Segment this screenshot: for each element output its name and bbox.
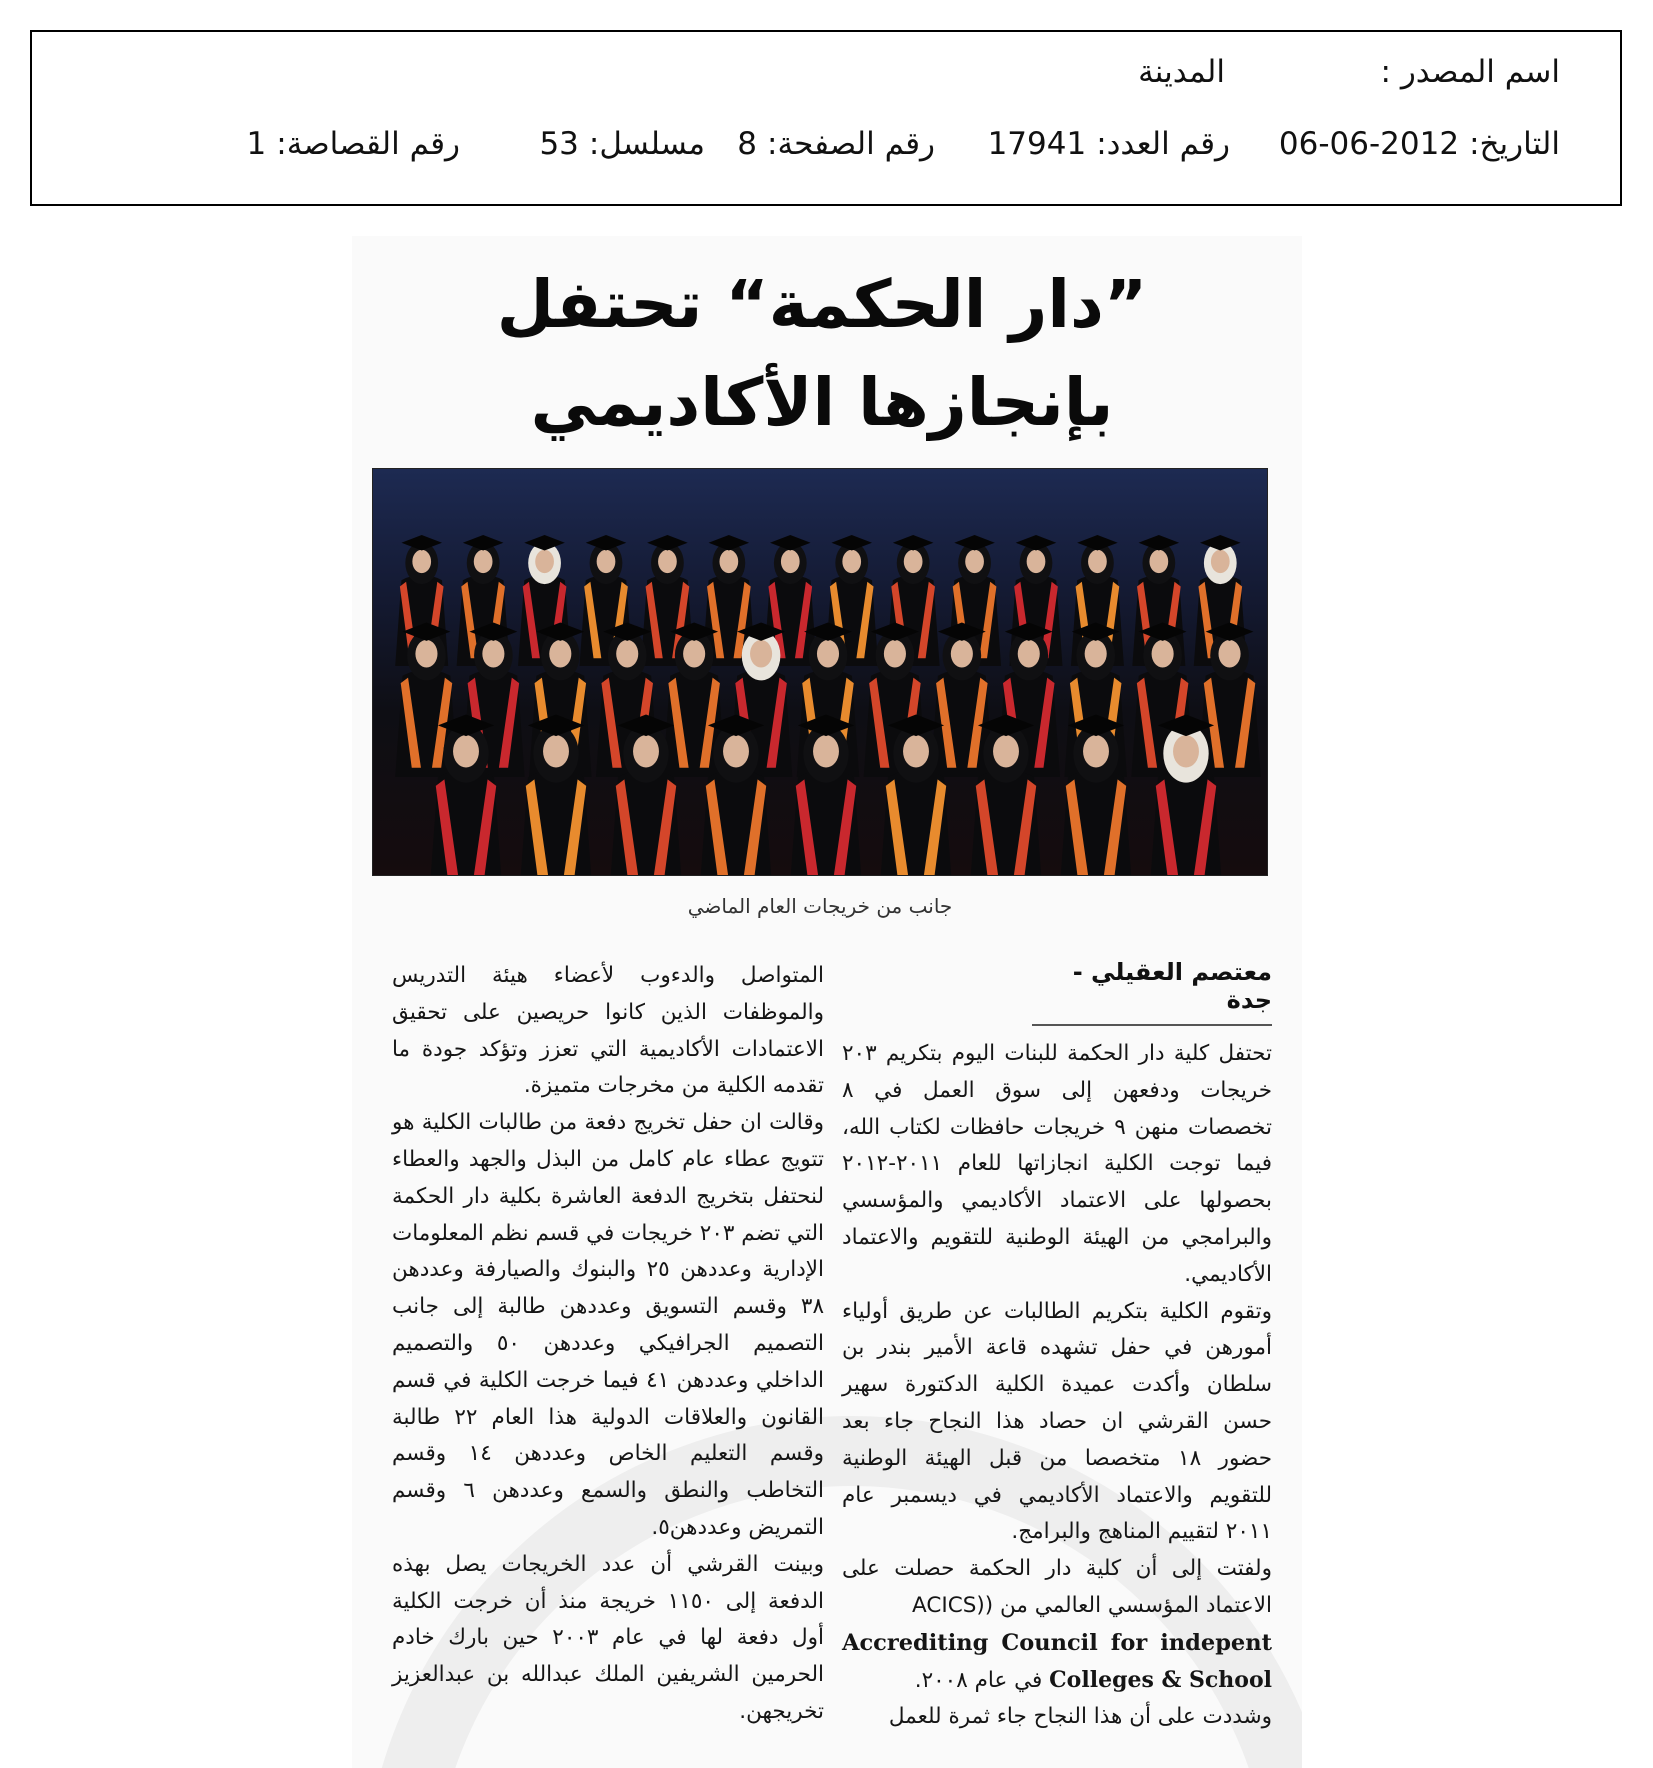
page-value: 8 bbox=[737, 126, 758, 162]
clip-number-field bbox=[247, 126, 460, 162]
metadata-row-details bbox=[92, 126, 1560, 170]
graduates-photo-illustration bbox=[372, 469, 1267, 876]
article-column-right bbox=[842, 1036, 1272, 1736]
source-value: المدينة bbox=[1138, 54, 1225, 90]
headline-line-1: ”دار الحكمة“ تحتفل بإنجازها الأكاديمي bbox=[496, 266, 1148, 441]
graduates-photo bbox=[372, 468, 1268, 876]
paragraph: ولفتت إلى أن كلية دار الحكمة حصلت على الاعتماد المؤسسي العالمي من ((ACICS bbox=[842, 1556, 1272, 1618]
article-column-left bbox=[392, 958, 824, 1731]
english-text: Colleges & School bbox=[1049, 1666, 1272, 1693]
issue-field bbox=[988, 126, 1230, 162]
clip-number-value: 1 bbox=[246, 126, 267, 162]
paragraph: المتواصل والدءوب لأعضاء هيئة التدريس والموظفات الذين كانوا حريصين على تحقيق الاعتمادات الأكاديمية التي تعزز وتؤكد جودة ما تقدمه الكلية من مخرجات متميزة. bbox=[392, 963, 824, 1099]
paragraph: تحتفل كلية دار الحكمة للبنات اليوم بتكريم ٢٠٣ خريجات ودفعهن إلى سوق العمل في ٨ تخصصات منهن ٩ خريجات حافظات لكتاب الله، فيما توجت الكلية انجازاتها للعام ٢٠١١-٢٠١٢ بحصولها على الاعتماد الأكاديمي والمؤسسي والبرامجي من الهيئة الوطنية للتقويم والاعتماد الأكاديمي. bbox=[842, 1041, 1272, 1287]
metadata-row-source bbox=[92, 54, 1560, 98]
source-label: اسم المصدر : bbox=[1380, 54, 1560, 90]
paragraph: وشددت على أن هذا النجاح جاء ثمرة للعمل bbox=[888, 1704, 1272, 1730]
date-field bbox=[1279, 126, 1560, 162]
photo-caption: جانب من خريجات العام الماضي bbox=[687, 894, 953, 918]
issue-label: رقم العدد: bbox=[1096, 126, 1230, 162]
newspaper-clipping bbox=[352, 236, 1302, 1768]
paragraph-tail: في عام ٢٠٠٨. bbox=[914, 1667, 1043, 1693]
serial-value: 53 bbox=[539, 126, 579, 162]
clipping-metadata-box bbox=[30, 30, 1622, 206]
serial-field bbox=[539, 126, 705, 162]
page-field bbox=[737, 126, 935, 162]
article-byline: معتصم العقيلي - جدة bbox=[1032, 958, 1272, 1026]
paragraph: وقالت ان حفل تخريج دفعة من طالبات الكلية هو تتويج عطاء عام كامل من البذل والجهد والعطاء لنحتفل بتخريج الدفعة العاشرة بكلية دار الحكمة التي تضم ٢٠٣ خريجات في قسم نظم المعلومات الإدارية وعددهن ٢٥ والبنوك والصيارفة وعددهن ٣٨ وقسم التسويق وعددهن طالبة إلى جانب التصميم الجرافيكي وعددهن ٥٠ والتصميم الداخلي وعددهن ٤١ فيما خرجت الكلية في قسم القانون والعلاقات الدولية هذا العام ٢٢ طالبة وقسم التعليم الخاص وعددهن ١٤ وقسم التخاطب والنطق والسمع وعددهن ٦ وقسم التمريض وعددهن٥. bbox=[392, 1110, 825, 1540]
date-label: التاريخ: bbox=[1469, 126, 1560, 162]
clip-number-label: رقم القصاصة: bbox=[276, 126, 460, 162]
paragraph: وتقوم الكلية بتكريم الطالبات عن طريق أولياء أمورهن في حفل تشهده قاعة الأمير بندر بن سلطان وأكدت عميدة الكلية الدكتورة سهير حسن القرشي ان حصاد هذا النجاح جاء بعد حضور ١٨ متخصصا من قبل الهيئة الوطنية للتقويم والاعتماد الأكاديمي في ديسمبر عام ٢٠١١ لتقييم المناهج والبرامج. bbox=[842, 1298, 1272, 1545]
date-value: 2012-06-06 bbox=[1278, 126, 1460, 162]
paragraph: وبينت القرشي أن عدد الخريجات يصل بهذه الدفعة إلى ١١٥٠ خريجة منذ أن خرجت الكلية أول دفعة لها في عام ٢٠٠٣ حين بارك خادم الحرمين الشريفين الملك عبدالله بن عبدالعزيز تخريجهن. bbox=[392, 1551, 824, 1724]
paragraph-english-line: Accrediting Council for indepent bbox=[842, 1629, 1272, 1656]
serial-label: مسلسل: bbox=[588, 126, 705, 162]
paragraph-english-tail bbox=[842, 1662, 1272, 1700]
page-label: رقم الصفحة: bbox=[767, 126, 935, 162]
issue-value: 17941 bbox=[987, 126, 1087, 162]
